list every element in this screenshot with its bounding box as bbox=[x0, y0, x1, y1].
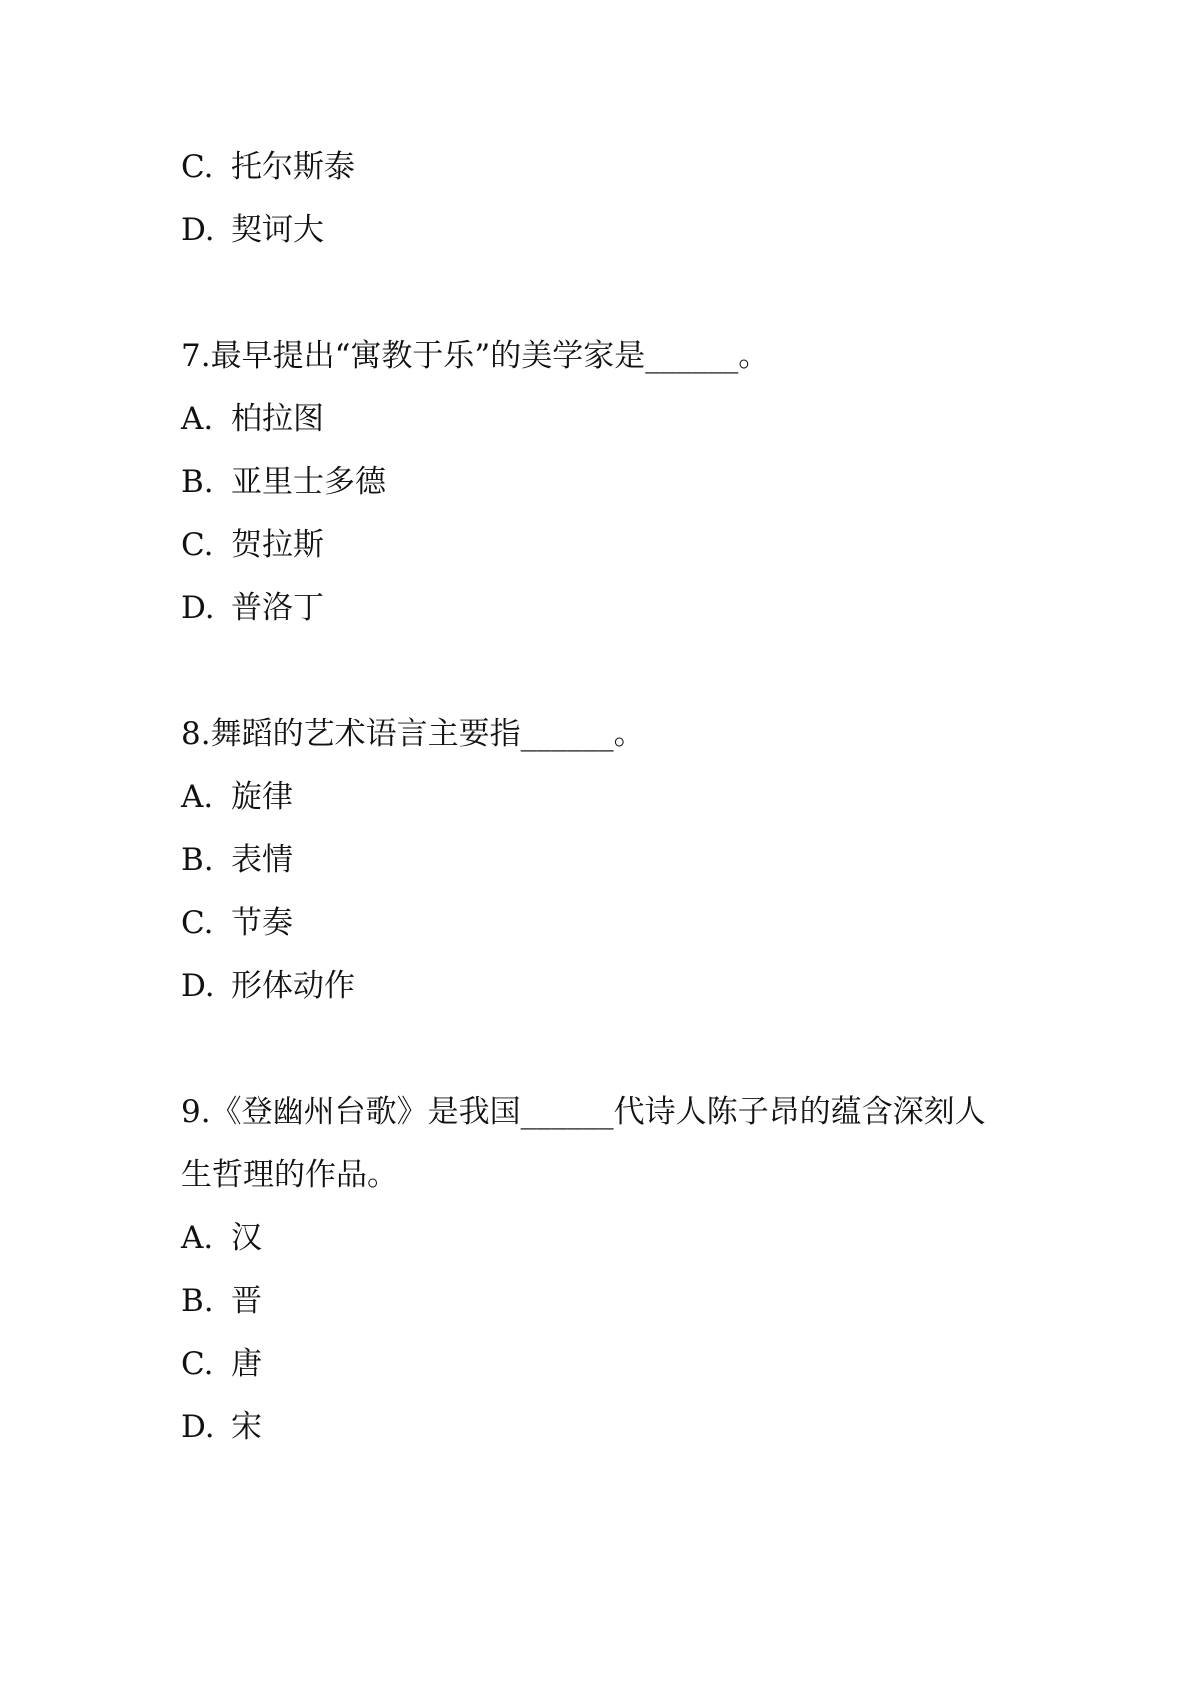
question-8-option-d bbox=[181, 966, 355, 1006]
question-7-option-d bbox=[181, 588, 324, 628]
option-letter: D. bbox=[181, 590, 215, 626]
option-letter: B. bbox=[181, 842, 214, 878]
option-text: 形体动作 bbox=[231, 968, 355, 1004]
option-text: 汉 bbox=[231, 1220, 262, 1256]
option-letter: C. bbox=[181, 149, 214, 185]
option-letter: D. bbox=[181, 1409, 215, 1445]
question-7-option-b bbox=[181, 462, 386, 502]
option-text: 旋律 bbox=[231, 779, 293, 815]
question-8-option-a bbox=[181, 777, 293, 817]
option-text: 唐 bbox=[231, 1346, 262, 1382]
option-letter: B. bbox=[181, 464, 214, 500]
option-text: 节奏 bbox=[231, 905, 293, 941]
option-letter: A. bbox=[181, 401, 214, 437]
option-text: 柏拉图 bbox=[231, 401, 324, 437]
question-9-stem-line-2: 生哲理的作品。 bbox=[181, 1157, 398, 1193]
question-7-stem: 7.最早提出“寓教于乐”的美学家是______。 bbox=[181, 338, 770, 374]
option-letter: B. bbox=[181, 1283, 214, 1319]
option-text: 宋 bbox=[231, 1409, 262, 1445]
option-text: 晋 bbox=[231, 1283, 262, 1319]
option-letter: C. bbox=[181, 527, 214, 563]
option-letter: A. bbox=[181, 1220, 214, 1256]
question-9-option-b bbox=[181, 1281, 262, 1321]
question-8-option-c bbox=[181, 903, 293, 943]
option-letter: C. bbox=[181, 905, 214, 941]
option-text: 表情 bbox=[231, 842, 293, 878]
question-9-stem-line-1: 9.《登幽州台歌》是我国______代诗人陈子昂的蕴含深刻人 bbox=[181, 1094, 986, 1130]
question-8-stem: 8.舞蹈的艺术语言主要指______。 bbox=[181, 716, 645, 752]
question-9-option-d bbox=[181, 1407, 262, 1447]
question-9-option-a bbox=[181, 1218, 262, 1258]
question-9-option-c bbox=[181, 1344, 262, 1384]
option-text: 贺拉斯 bbox=[231, 527, 324, 563]
option-letter: D. bbox=[181, 968, 215, 1004]
prev-option-c bbox=[181, 147, 355, 187]
option-letter: D. bbox=[181, 212, 215, 248]
question-7-option-c bbox=[181, 525, 324, 565]
option-text: 托尔斯泰 bbox=[231, 149, 355, 185]
option-letter: C. bbox=[181, 1346, 214, 1382]
question-8-option-b bbox=[181, 840, 293, 880]
option-text: 普洛丁 bbox=[231, 590, 324, 626]
prev-option-d bbox=[181, 210, 324, 250]
question-7-option-a bbox=[181, 399, 324, 439]
option-text: 契诃大 bbox=[231, 212, 324, 248]
option-letter: A. bbox=[181, 779, 214, 815]
option-text: 亚里士多德 bbox=[231, 464, 386, 500]
